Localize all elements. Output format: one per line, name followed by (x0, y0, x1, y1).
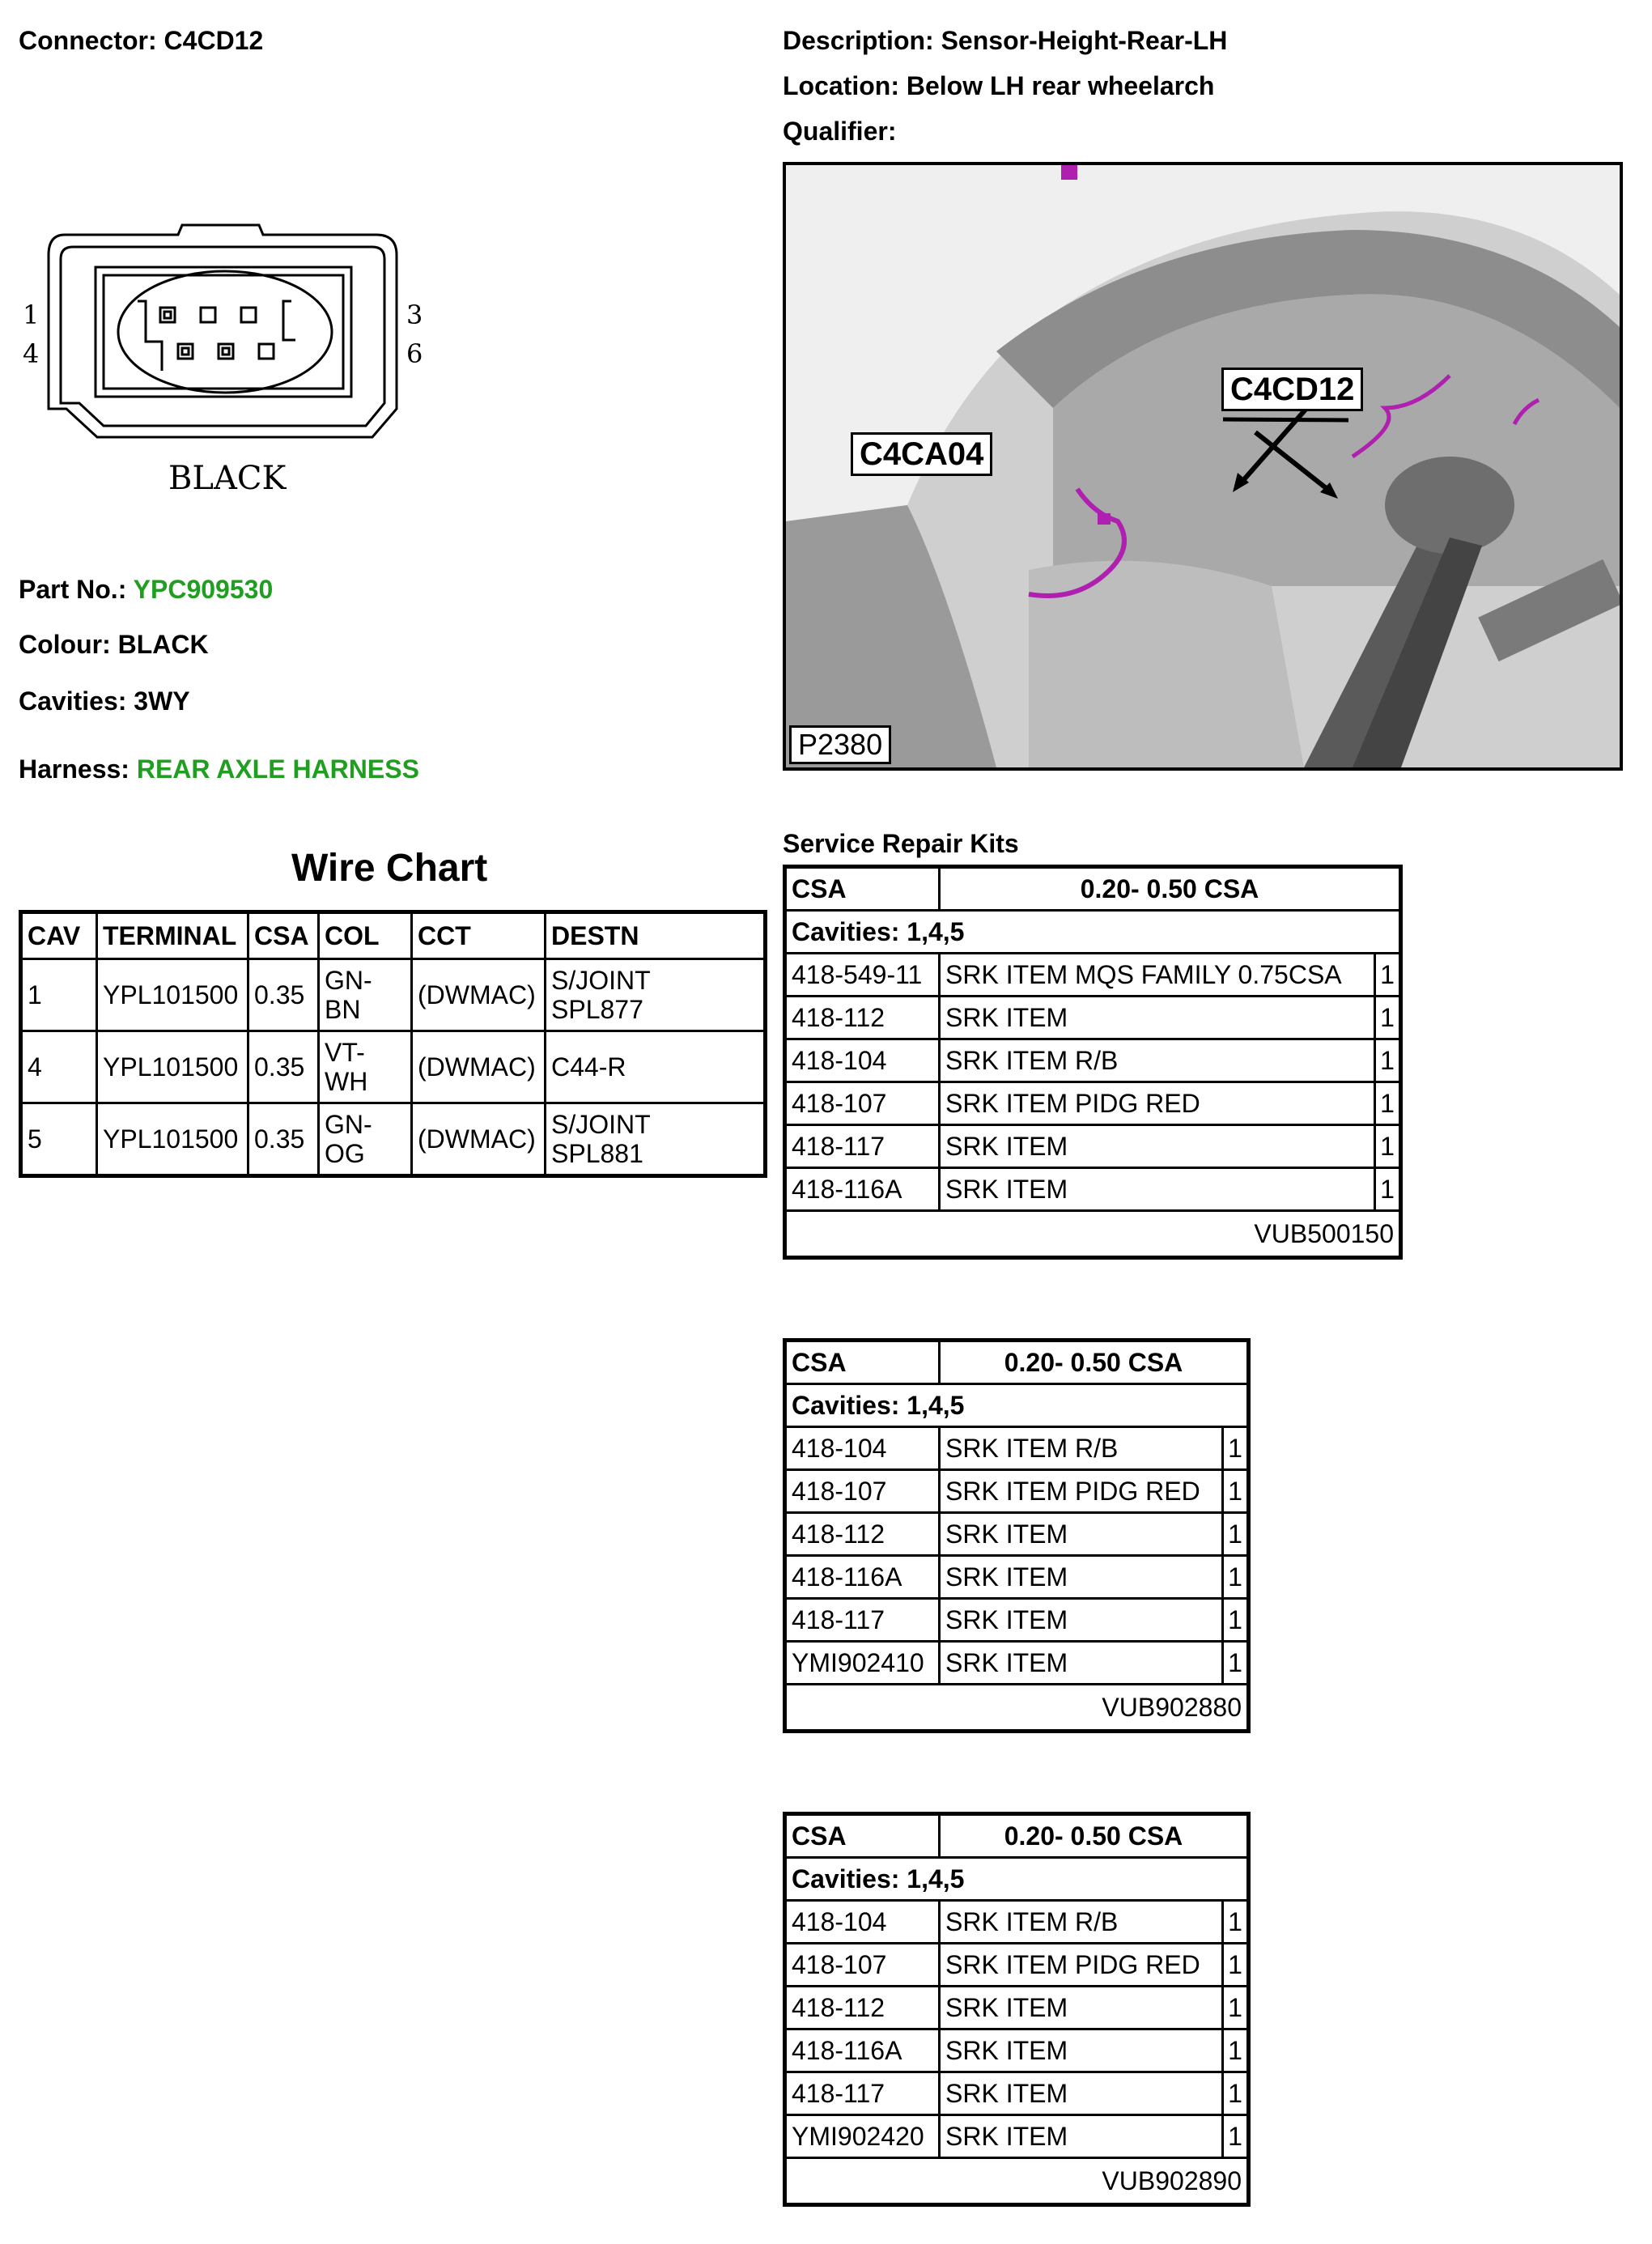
kit-part: 418-104 (785, 1901, 940, 1944)
table-row (785, 1082, 1401, 1125)
cell-col (319, 1103, 412, 1176)
cell-terminal: YPL101500 (97, 1031, 248, 1103)
colour-line (19, 628, 209, 661)
table-row (785, 1168, 1401, 1211)
kit-ref-row (785, 1685, 1249, 1732)
kit-qty: 1 (1223, 1470, 1249, 1513)
col-header-csa: CSA (248, 912, 319, 959)
kit-qty: 1 (1375, 1168, 1401, 1211)
connector-heading (19, 24, 263, 57)
connector-id: C4CD12 (164, 26, 264, 55)
kit-desc: SRK ITEM (940, 1987, 1223, 2029)
kit-csa-range: 0.20- 0.50 CSA (940, 1814, 1249, 1858)
col-line-2: BN (325, 995, 361, 1024)
col-header-cav: CAV (21, 912, 97, 959)
col-line-1: GN- (325, 966, 372, 995)
qualifier-line (783, 115, 896, 147)
kit-qty: 1 (1223, 2115, 1249, 2158)
part-no-label: Part No.: (19, 575, 127, 604)
kit-csa-label: CSA (785, 867, 940, 911)
cavities-line (19, 685, 190, 717)
kit-desc: SRK ITEM (940, 1642, 1223, 1685)
cell-terminal: YPL101500 (97, 959, 248, 1031)
connector-label: Connector: (19, 26, 157, 55)
kit-cavities-row (785, 1384, 1249, 1427)
location-photo (783, 162, 1623, 771)
kit-desc: SRK ITEM R/B (940, 1427, 1223, 1470)
cell-csa: 0.35 (248, 1103, 319, 1176)
kit-desc: SRK ITEM R/B (940, 1039, 1375, 1082)
table-row (785, 2029, 1249, 2072)
kit-qty: 1 (1223, 1513, 1249, 1556)
col-line-1: GN- (325, 1110, 372, 1139)
table-row (785, 2072, 1249, 2115)
cell-cct: (DWMAC) (412, 1103, 546, 1176)
kit-ref-row (785, 1211, 1401, 1258)
qualifier-label: Qualifier: (783, 117, 897, 146)
destn-line-2: SPL881 (551, 1139, 643, 1168)
kit-csa-label: CSA (785, 1814, 940, 1858)
kit-part: YMI902420 (785, 2115, 940, 2158)
table-row (785, 1987, 1249, 2029)
kit-desc: SRK ITEM PIDG RED (940, 1470, 1223, 1513)
table-row (785, 1470, 1249, 1513)
col-line-2: OG (325, 1139, 365, 1168)
callout-c4ca04: C4CA04 (851, 432, 992, 476)
cell-col (319, 959, 412, 1031)
kit-qty: 1 (1375, 1039, 1401, 1082)
table-row (785, 1599, 1249, 1642)
table-row (785, 1642, 1249, 1685)
kit-desc: SRK ITEM MQS FAMILY 0.75CSA (940, 954, 1375, 997)
cell-cav: 1 (21, 959, 97, 1031)
photo-code: P2380 (789, 725, 891, 764)
kit-cavities-row (785, 911, 1401, 954)
kit-qty: 1 (1223, 1987, 1249, 2029)
kit-qty: 1 (1375, 954, 1401, 997)
table-row (785, 954, 1401, 997)
kit-cavities: Cavities: 1,4,5 (785, 1384, 1249, 1427)
kit-cavities-row (785, 1858, 1249, 1901)
kit-header-row (785, 1814, 1249, 1858)
callout-c4cd12: C4CD12 (1221, 368, 1363, 411)
cell-terminal: YPL101500 (97, 1103, 248, 1176)
connector-colour-caption: BLACK (168, 460, 287, 497)
kit-part: 418-112 (785, 997, 940, 1039)
kit-csa-range: 0.20- 0.50 CSA (940, 1341, 1249, 1384)
kit-qty: 1 (1375, 1082, 1401, 1125)
table-row (785, 1427, 1249, 1470)
kit-part: 418-117 (785, 1125, 940, 1168)
col-header-col: COL (319, 912, 412, 959)
kit-part: 418-107 (785, 1944, 940, 1987)
col-header-terminal: TERMINAL (97, 912, 248, 959)
colour-value: BLACK (117, 630, 209, 659)
part-no-value: YPC909530 (133, 575, 274, 604)
table-row (785, 1039, 1401, 1082)
kit-header-row (785, 867, 1401, 911)
location-value: Below LH rear wheelarch (906, 71, 1215, 100)
cell-csa: 0.35 (248, 959, 319, 1031)
service-kit-table (783, 1812, 1251, 2207)
table-row (21, 1031, 766, 1103)
wire-chart-header-row (21, 912, 766, 959)
part-no-line (19, 573, 273, 606)
table-row (785, 1556, 1249, 1599)
kit-qty: 1 (1223, 2072, 1249, 2115)
location-label: Location: (783, 71, 899, 100)
harness-value: REAR AXLE HARNESS (136, 754, 419, 784)
kit-desc: SRK ITEM R/B (940, 1901, 1223, 1944)
cell-cav: 5 (21, 1103, 97, 1176)
col-line-1: VT- (325, 1038, 365, 1067)
cell-cct: (DWMAC) (412, 1031, 546, 1103)
kit-qty: 1 (1223, 1427, 1249, 1470)
cavities-value: 3WY (134, 686, 190, 716)
kit-desc: SRK ITEM (940, 997, 1375, 1039)
service-kit-table (783, 865, 1403, 1260)
pin-number-3: 3 (406, 300, 423, 330)
table-row (785, 1125, 1401, 1168)
kit-ref: VUB902890 (785, 2158, 1249, 2205)
kit-part: 418-549-11 (785, 954, 940, 997)
description-value: Sensor-Height-Rear-LH (941, 26, 1228, 55)
kit-ref: VUB500150 (785, 1211, 1401, 1258)
kit-desc: SRK ITEM (940, 2115, 1223, 2158)
destn-line-1: S/JOINT (551, 966, 651, 995)
kit-part: 418-104 (785, 1039, 940, 1082)
kit-ref-row (785, 2158, 1249, 2205)
col-line-2: WH (325, 1067, 368, 1096)
destn-line-1: C44-R (551, 1052, 626, 1082)
kit-part: 418-116A (785, 1556, 940, 1599)
table-row (785, 1513, 1249, 1556)
kit-qty: 1 (1223, 2029, 1249, 2072)
kit-qty: 1 (1375, 997, 1401, 1039)
kit-ref: VUB902880 (785, 1685, 1249, 1732)
cell-csa: 0.35 (248, 1031, 319, 1103)
kit-header-row (785, 1341, 1249, 1384)
kit-qty: 1 (1223, 1944, 1249, 1987)
kit-part: 418-116A (785, 2029, 940, 2072)
cell-destn (546, 959, 766, 1031)
kit-desc: SRK ITEM PIDG RED (940, 1944, 1223, 1987)
pin-number-1: 1 (23, 300, 40, 330)
kit-qty: 1 (1223, 1642, 1249, 1685)
wire-chart-table (19, 910, 767, 1178)
harness-label: Harness: (19, 754, 130, 784)
kit-csa-label: CSA (785, 1341, 940, 1384)
kit-desc: SRK ITEM (940, 2072, 1223, 2115)
cell-cct: (DWMAC) (412, 959, 546, 1031)
table-row (21, 959, 766, 1031)
destn-line-2: SPL877 (551, 995, 643, 1024)
kit-cavities: Cavities: 1,4,5 (785, 1858, 1249, 1901)
destn-line-1: S/JOINT (551, 1110, 651, 1139)
kit-part: 418-116A (785, 1168, 940, 1211)
table-row (785, 1901, 1249, 1944)
kit-part: 418-112 (785, 1987, 940, 2029)
cavities-label: Cavities: (19, 686, 127, 716)
kit-desc: SRK ITEM (940, 1168, 1375, 1211)
table-row (785, 1944, 1249, 1987)
cell-destn (546, 1031, 766, 1103)
kit-desc: SRK ITEM (940, 1556, 1223, 1599)
cavity-squares (138, 301, 295, 371)
kit-qty: 1 (1223, 1556, 1249, 1599)
table-row (785, 2115, 1249, 2158)
kit-desc: SRK ITEM (940, 1125, 1375, 1168)
service-repair-kits-title: Service Repair Kits (783, 829, 1019, 858)
table-row (785, 997, 1401, 1039)
colour-label: Colour: (19, 630, 111, 659)
kit-csa-range: 0.20- 0.50 CSA (940, 867, 1401, 911)
kit-part: YMI902410 (785, 1642, 940, 1685)
description-line (783, 24, 1227, 57)
kit-desc: SRK ITEM (940, 1513, 1223, 1556)
kit-cavities: Cavities: 1,4,5 (785, 911, 1401, 954)
kit-part: 418-117 (785, 1599, 940, 1642)
kit-part: 418-117 (785, 2072, 940, 2115)
kit-part: 418-112 (785, 1513, 940, 1556)
cell-col (319, 1031, 412, 1103)
table-row (21, 1103, 766, 1176)
wire-chart-title: Wire Chart (291, 847, 488, 890)
service-kit-table (783, 1338, 1251, 1733)
col-header-destn: DESTN (546, 912, 766, 959)
cell-cav: 4 (21, 1031, 97, 1103)
kit-qty: 1 (1223, 1599, 1249, 1642)
pin-number-4: 4 (23, 338, 40, 369)
kit-qty: 1 (1223, 1901, 1249, 1944)
pin-number-6: 6 (406, 338, 423, 369)
description-label: Description: (783, 26, 934, 55)
kit-desc: SRK ITEM (940, 1599, 1223, 1642)
location-line (783, 70, 1214, 102)
harness-line (19, 753, 419, 785)
kit-desc: SRK ITEM PIDG RED (940, 1082, 1375, 1125)
kit-part: 418-104 (785, 1427, 940, 1470)
kit-qty: 1 (1375, 1125, 1401, 1168)
kit-part: 418-107 (785, 1082, 940, 1125)
col-header-cct: CCT (412, 912, 546, 959)
cell-destn (546, 1103, 766, 1176)
kit-desc: SRK ITEM (940, 2029, 1223, 2072)
kit-part: 418-107 (785, 1470, 940, 1513)
